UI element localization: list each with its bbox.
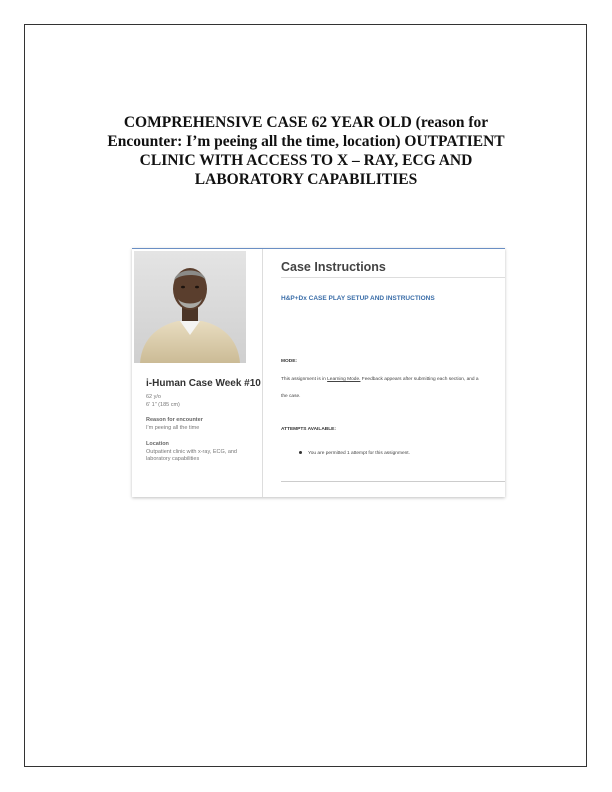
patient-height: 6' 1" (185 cm)	[146, 402, 180, 408]
attempts-label: ATTEMPTS AVAILABLE:	[281, 427, 336, 432]
embedded-screenshot	[132, 248, 505, 497]
location-line-2: laboratory capabilities	[146, 456, 200, 462]
instructions-subtitle: H&P+Dx CASE PLAY SETUP AND INSTRUCTIONS	[281, 295, 435, 302]
instructions-panel	[263, 249, 505, 497]
reason-heading: Reason for encounter	[146, 417, 203, 423]
location-line-1: Outpatient clinic with x-ray, ECG, and	[146, 449, 237, 455]
bullet-icon	[299, 451, 302, 454]
attempts-item	[299, 451, 410, 456]
location-heading: Location	[146, 441, 169, 447]
patient-avatar-icon	[134, 251, 246, 363]
instructions-title: Case Instructions	[281, 260, 386, 274]
title-divider	[281, 277, 505, 278]
reason-text: I'm peeing all the time	[146, 425, 200, 431]
document-title: COMPREHENSIVE CASE 62 YEAR OLD (reason for Encounter: I’m peeing all the time, location) OUTPATIENT CLINIC WITH ACCESS TO X – RAY, ECG AND LABORATORY CAPABILITIES	[107, 114, 505, 188]
bottom-divider	[281, 481, 505, 482]
patient-age: 62 y/o	[146, 394, 161, 400]
attempts-text: You are permitted 1 attempt for this assignment.	[308, 451, 410, 456]
patient-avatar	[134, 251, 246, 363]
learning-mode-link[interactable]: Learning Mode.	[327, 377, 361, 382]
mode-text-line-2: the case.	[281, 394, 301, 399]
mode-label: MODE:	[281, 359, 297, 364]
case-name: i-Human Case Week #10	[146, 378, 261, 389]
mode-text: This assignment is in Learning Mode. Feedback appears after submitting each section, and a	[281, 377, 479, 382]
case-card	[132, 249, 263, 497]
